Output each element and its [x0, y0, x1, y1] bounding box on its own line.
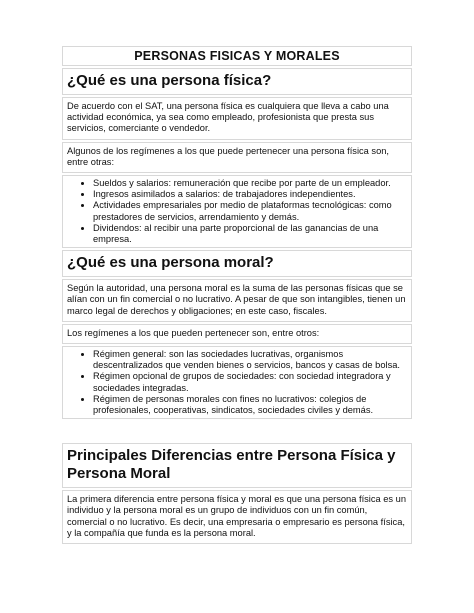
section-heading-moral [62, 250, 412, 277]
moral-paragraph-box-1 [62, 279, 412, 322]
list-item: • Ingresos asimilados a salarios: de trabajadores independientes. [93, 189, 407, 200]
moral-list-box [62, 346, 412, 419]
fisica-regimes-list [67, 178, 407, 245]
section-heading-diferencias [62, 443, 412, 488]
list-item: • Régimen de personas morales con fines no lucrativos: colegios de profesionales, cooperativas, sindicatos, sociedades civiles y demás. [93, 394, 407, 416]
heading-diferencias: Principales Diferencias entre Persona Física y Persona Moral [67, 447, 396, 483]
list-item: • Régimen general: son las sociedades lucrativas, organismos descentralizados que venden bienes o servicios, bancos y casas de bolsa. [93, 349, 407, 371]
fisica-paragraph-2: Algunos de los regímenes a los que puede pertenecer una persona física son, entre otras: [67, 145, 389, 167]
moral-paragraph-2: Los regímenes a los que pueden pertenecer son, entre otros: [67, 327, 320, 338]
moral-paragraph-1: Según la autoridad, una persona moral es la suma de las personas físicas que se alían con un fin comercial o no lucrativo. A pesar de que son intangibles, tienen un marco legal de derechos y obligaciones; en este caso, fiscales. [67, 283, 406, 316]
document-page [62, 46, 412, 546]
diferencias-paragraph-box [62, 490, 412, 544]
fisica-list-box [62, 175, 412, 248]
moral-regimes-list [67, 349, 407, 416]
list-item: • Dividendos: al recibir una parte proporcional de las ganancias de una empresa. [93, 223, 407, 245]
heading-fisica: ¿Qué es una persona física? [67, 72, 272, 89]
document-title: PERSONAS FISICAS Y MORALES [62, 46, 412, 66]
heading-moral: ¿Qué es una persona moral? [67, 254, 274, 272]
section-heading-fisica [62, 68, 412, 95]
section-spacer [62, 421, 412, 443]
fisica-paragraph-box-2 [62, 142, 412, 173]
list-item: • Sueldos y salarios: remuneración que recibe por parte de un empleador. [93, 178, 407, 189]
diferencias-paragraph-1: La primera diferencia entre persona física y moral es que una persona física es un individuo y la persona moral es un grupo de individuos con un fin común, comercial o no lucrativo. Es decir, una empresaria o empresario es persona física, y la compañía que funda es la persona moral. [67, 494, 407, 538]
moral-paragraph-box-2 [62, 324, 412, 344]
fisica-paragraph-1: De acuerdo con el SAT, una persona física es cualquiera que lleva a cabo una actividad económica, ya sea como empleado, profesionista que presta sus servicios, comerciante o vendedor. [67, 101, 389, 134]
list-item: • Régimen opcional de grupos de sociedades: con sociedad integradora y sociedades integradas. [93, 371, 407, 393]
list-item: • Actividades empresariales por medio de plataformas tecnológicas: como prestadores de servicios, arrendamiento y demás. [93, 200, 407, 222]
fisica-paragraph-box-1 [62, 97, 412, 140]
